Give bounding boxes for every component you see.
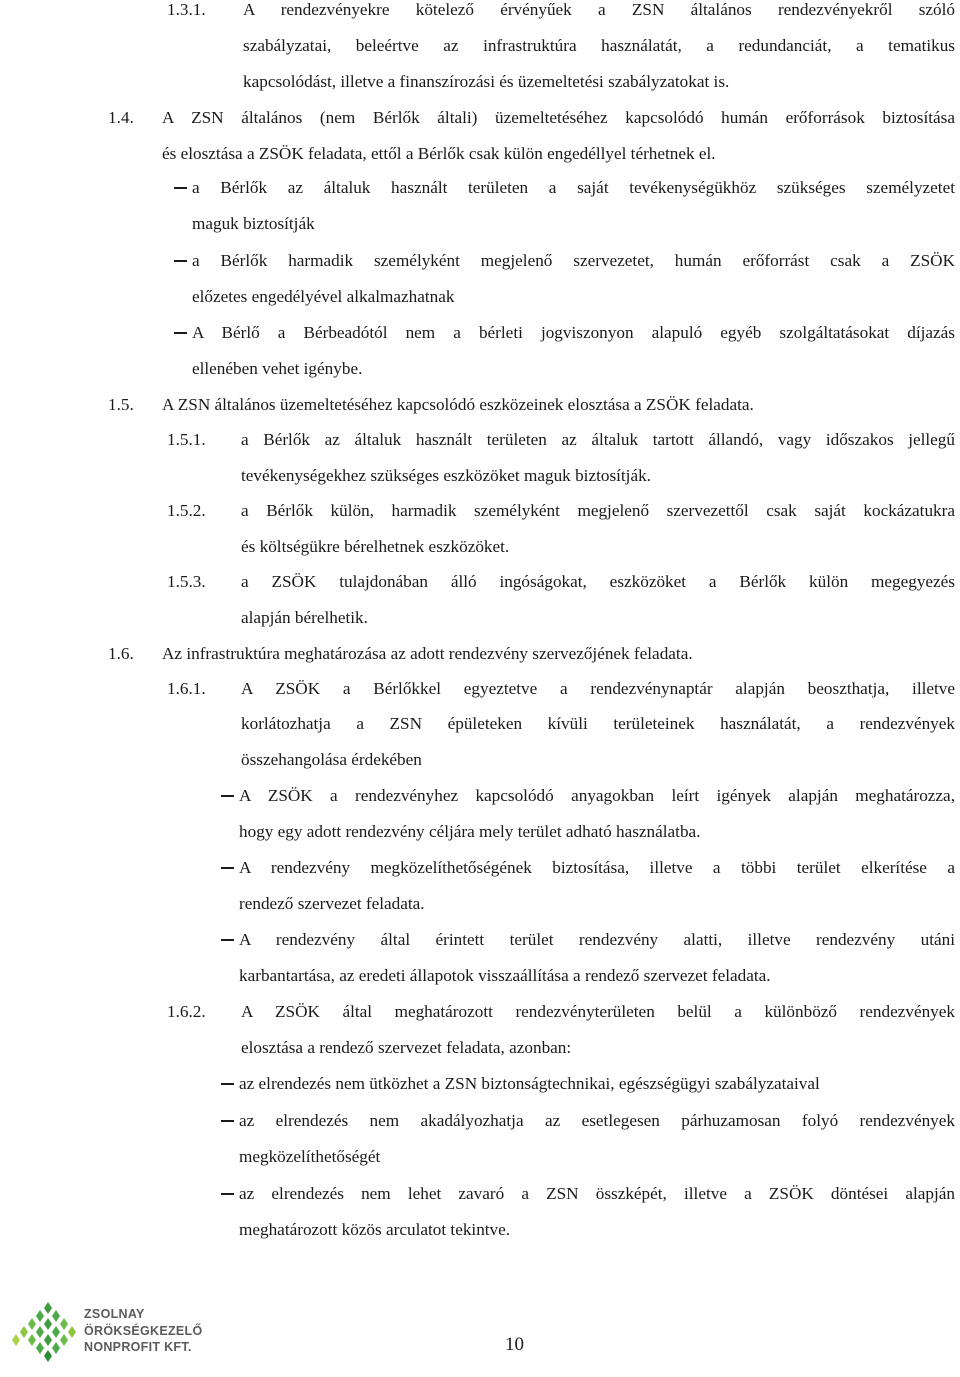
paragraph-line: szabályzatai, beleértve az infrastruktúra használatát, a redundanciát, a tematikus [243, 36, 955, 55]
paragraph-line: A ZSN általános (nem Bérlők általi) üzemeltetéséhez kapcsolódó humán erőforrások biztosítása [162, 108, 955, 127]
dash-bullet [221, 795, 234, 797]
section-number: 1.5. [108, 395, 134, 414]
section-number: 1.5.3. [167, 572, 206, 591]
paragraph-line: A rendezvényekre kötelező érvényűek a ZSN általános rendezvényekről szóló [243, 0, 955, 19]
bullet-line: hogy egy adott rendezvény céljára mely terület adható használatba. [239, 822, 701, 841]
bullet-line: ellenében vehet igénybe. [192, 359, 363, 378]
paragraph-line: összehangolása érdekében [241, 750, 422, 769]
paragraph-line: A ZSN általános üzemeltetéséhez kapcsolódó eszközeinek elosztása a ZSÖK feladata. [162, 395, 754, 414]
bullet-line: a Bérlők harmadik személyként megjelenő szervezetet, humán erőforrást csak a ZSÖK [192, 251, 955, 270]
paragraph-line: korlátozhatja a ZSN épületeken kívüli területeinek használatát, a rendezvények [241, 714, 955, 733]
bullet-line: rendező szervezet feladata. [239, 894, 425, 913]
bullet-line: maguk biztosítják [192, 214, 315, 233]
bullet-line: A rendezvény által érintett terület rendezvény alatti, illetve rendezvény utáni [239, 930, 955, 949]
dash-bullet [221, 1120, 234, 1122]
dash-bullet [174, 260, 187, 262]
bullet-line: az elrendezés nem lehet zavaró a ZSN összképét, illetve a ZSÖK döntései alapján [239, 1184, 955, 1203]
paragraph-line: és elosztása a ZSÖK feladata, ettől a Bérlők csak külön engedéllyel térhetnek el. [162, 144, 716, 163]
logo-line: ÖRÖKSÉGKEZELŐ [84, 1323, 203, 1338]
logo-line: ZSOLNAY [84, 1307, 145, 1321]
paragraph-line: alapján bérelhetik. [241, 608, 368, 627]
bullet-line: karbantartása, az eredeti állapotok visszaállítása a rendező szervezet feladata. [239, 966, 771, 985]
bullet-line: meghatározott közös arculatot tekintve. [239, 1220, 511, 1239]
section-number: 1.5.2. [167, 501, 206, 520]
section-number: 1.4. [108, 108, 134, 127]
paragraph-line: a Bérlők az általuk használt területen az általuk tartott állandó, vagy időszakos jellegű [241, 430, 955, 449]
section-number: 1.6. [108, 644, 134, 663]
bullet-line: A Bérlő a Bérbeadótól nem a bérleti jogviszonyon alapuló egyéb szolgáltatásokat díjazás [192, 323, 955, 342]
dash-bullet [174, 187, 187, 189]
bullet-line: előzetes engedélyével alkalmazhatnak [192, 287, 455, 306]
bullet-line: az elrendezés nem akadályozhatja az esetlegesen párhuzamosan folyó rendezvények [239, 1111, 955, 1130]
bullet-line: A ZSÖK a rendezvényhez kapcsolódó anyagokban leírt igények alapján meghatározza, [239, 786, 955, 805]
dash-bullet [174, 332, 187, 334]
paragraph-line: kapcsolódást, illetve a finanszírozási és üzemeltetési szabályzatokat is. [243, 72, 730, 91]
section-number: 1.6.1. [167, 679, 206, 698]
paragraph-line: Az infrastruktúra meghatározása az adott rendezvény szervezőjének feladata. [162, 644, 693, 663]
dash-bullet [221, 939, 234, 941]
bullet-line: megközelíthetőségét [239, 1147, 381, 1166]
page-number: 10 [505, 1334, 524, 1355]
dash-bullet [221, 1083, 234, 1085]
paragraph-line: a Bérlők külön, harmadik személyként megjelenő szervezettől csak saját kockázatukra [241, 501, 955, 520]
section-number: 1.3.1. [167, 0, 206, 19]
paragraph-line: tevékenységekhez szükséges eszközöket maguk biztosítják. [241, 466, 651, 485]
paragraph-line: és költségükre bérelhetnek eszközöket. [241, 537, 510, 556]
bullet-line: A rendezvény megközelíthetőségének biztosítása, illetve a többi terület elkerítése a [239, 858, 955, 877]
bullet-line: a Bérlők az általuk használt területen a saját tevékenységükhöz szükséges személyzetet [192, 178, 955, 197]
paragraph-line: a ZSÖK tulajdonában álló ingóságokat, eszközöket a Bérlők külön megegyezés [241, 572, 955, 591]
section-number: 1.6.2. [167, 1002, 206, 1021]
logo-line: NONPROFIT KFT. [84, 1340, 192, 1354]
dash-bullet [221, 1193, 234, 1195]
section-number: 1.5.1. [167, 430, 206, 449]
bullet-line: az elrendezés nem ütközhet a ZSN biztonságtechnikai, egészségügyi szabályzataival [239, 1074, 820, 1093]
logo-wordmark [84, 1306, 224, 1356]
dash-bullet [221, 867, 234, 869]
paragraph-line: A ZSÖK a Bérlőkkel egyeztetve a rendezvénynaptár alapján beoszthatja, illetve [241, 679, 955, 698]
paragraph-line: elosztása a rendező szervezet feladata, azonban: [241, 1038, 572, 1057]
leaf-pattern-icon [12, 1302, 76, 1362]
paragraph-line: A ZSÖK által meghatározott rendezvényterületen belül a különböző rendezvények [241, 1002, 955, 1021]
